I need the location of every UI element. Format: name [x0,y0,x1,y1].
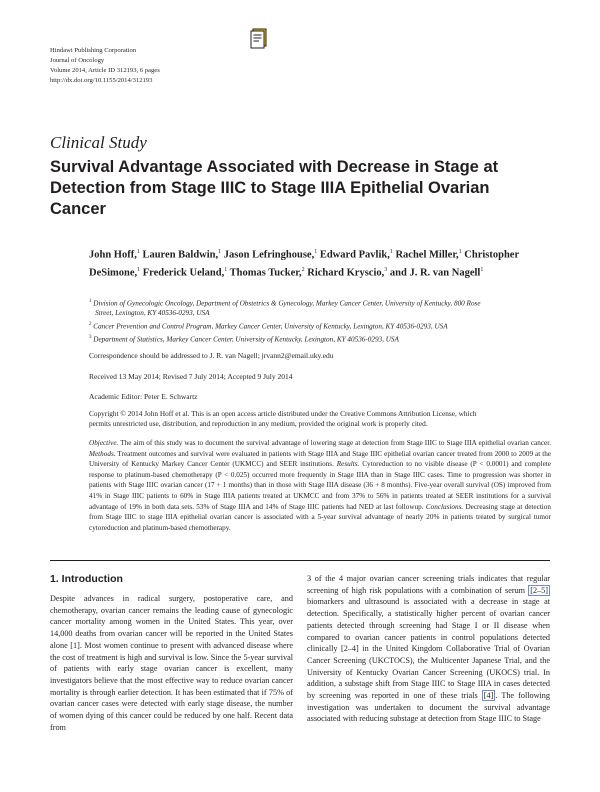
author-name: Frederick Ueland, [142,267,225,278]
section-divider [50,560,550,561]
intro-text: . The following investigation was undertaken to document the survival advantage associated with reducing substage at detection from Stage IIIC to Stage [307,691,550,724]
publisher-name: Hindawi Publishing Corporation [50,47,137,54]
affiliation-marker: 3 [89,335,92,340]
author-affiliation-marker: 1 [218,249,222,255]
section-heading: 1. Introduction [50,573,123,585]
affiliation-3 [89,333,559,344]
affiliation-marker: 1 [89,299,92,304]
intro-left-column: Despite advances in radical surgery, postoperative care, and chemotherapy, ovarian cancer remains the leading cause of gynecologic cancer mortality among women in the United States. This year, over 14,000 deaths from ovarian cancer will be reported in the United States alone [1]. Most women continue to present with advanced disease where the cost of treatment is high and survival is low. Since the 5-year survival of patients with early stage ovarian cancer is excellent, many investigators believe that the most effective way to reduce ovarian cancer mortality is through earlier detection. It has been estimated that if 75% of ovarian cancer cases were detected with early stage disease, the number of women dying of this cancer could be reduced by one half. Recent data from [50,594,293,732]
abstract-conclusions: Decreasing stage at detection from Stage IIIC to stage IIIA epithelial ovarian cancer is associated with a 5-year survival advantage of nearly 20% in patients treated by surgical tumor cytoreduction and platinum-based chemotherapy. [89,502,551,532]
correspondence: Correspondence should be addressed to J. R. van Nagell; jrvann2@email.uky.edu [89,351,334,360]
volume-info: Volume 2014, Article ID 312193, 6 pages [50,67,160,74]
author-affiliation-marker: 1 [480,266,484,273]
affiliation-text-cont: Street, Lexington, KY 40536-0293, USA [95,309,210,318]
article-type: Clinical Study [50,133,147,152]
abstract-objective-label: Objective. [89,439,119,447]
abstract-results: Cytoreduction to no visible disease (P < 0.0001) and complete response to platinum-based chemotherapy (P < 0.025) occurred more frequently in Stage IIIA than in Stage IIIC cases. Time to progression was shorter in patients with Stage IIIC ovarian cancer (17 + 1 months) than in those with Stage IIIA disease (36 + 8 months). Five-year overall survival (OS) improved from 41% in Stage IIIC patients to 60% in Stage IIIA patients treated at UKMCC and from 37% to 56% in patients treated at SEER institutions for a survival advantage of 19% in both data sets. 53% of Stage IIIA and 14% of Stage IIIC patients had NED at last followup. [89,460,551,511]
author-name: Edward Pavlik, [319,249,390,261]
article-dates: Received 13 May 2014; Revised 7 July 2014; Accepted 9 July 2014 [89,372,293,381]
author-name: Christopher DeSimone, [89,249,519,278]
affiliation-text: Cancer Prevention and Control Program, Markey Cancer Center, University of Kentucky, Lexington, KY 40536-0293, USA [93,322,448,331]
author-name: Rachel Miller, [395,249,459,261]
copyright-line-1: Copyright © 2014 John Hoff et al. This is an open access article distributed under the Creative Commons Attribution License, which [89,409,477,418]
article-title: Survival Advantage Associated with Decrease in Stage at Detection from Stage IIIC to Stage IIIA Epithelial Ovarian Cancer [50,158,499,218]
affiliation-marker: 2 [89,322,92,327]
abstract [89,438,551,533]
affiliation-text: Department of Statistics, Markey Cancer Center, University of Kentucky, Lexington, KY 40536-0293, USA [93,335,399,344]
document-logo-icon [248,27,270,49]
citation-link[interactable]: [4] [483,691,494,701]
affiliation-text: Division of Gynecologic Oncology, Department of Obstetrics & Gynecology, Markey Cancer Center, University of Kentucky, 800 Rose [93,299,481,308]
author-affiliation-marker: 3 [384,266,388,273]
author-list [89,245,519,280]
author-affiliation-marker: 2 [301,266,305,273]
journal-name: Journal of Oncology [50,57,105,64]
author-affiliation-marker: 1 [314,249,318,255]
author-affiliation-marker: 1 [458,249,462,255]
affiliation-1 [89,297,559,318]
copyright-line-2: permits unrestricted use, distribution, and reproduction in any medium, provided the original work is properly cited. [89,419,428,428]
affiliation-2 [89,320,559,331]
author-name: and J. R. van Nagell [389,267,481,278]
abstract-results-label: Results. [336,460,360,469]
author-affiliation-marker: 1 [137,266,141,273]
author-name: John Hoff, [89,249,137,261]
journal-header [50,46,160,86]
abstract-methods-label: Methods. [89,449,116,458]
abstract-conclusions-label: Conclusions. [425,502,464,511]
author-name: Richard Kryscio, [307,267,385,278]
abstract-objective: The aim of this study was to document the survival advantage of lowering stage at detection from Stage IIIC to Stage IIIA epithelial ovarian cancer. [118,439,551,447]
author-affiliation-marker: 1 [136,249,140,255]
abstract-methods: Treatment outcomes and survival were evaluated in patients with Stage IIIA and Stage IIIC epithelial ovarian cancer treated from 2000 to 2009 at the University of Kentucky Markey Cancer Center (UKMCC) and SEER institutions. [89,449,551,469]
intro-text: 3 of the 4 major ovarian cancer screening trials indicates that regular screening of high risk populations with a combination of serum [307,574,550,595]
intro-right-column [307,573,550,725]
author-name: Thomas Tucker, [229,267,302,278]
author-affiliation-marker: 1 [224,266,228,273]
author-affiliation-marker: 1 [389,249,393,255]
copyright-notice [89,409,559,429]
author-name: Lauren Baldwin, [142,249,219,261]
doi-link[interactable]: http://dx.doi.org/10.1155/2014/312193 [50,77,153,84]
author-name: Jason Lefringhouse, [223,249,315,261]
citation-link[interactable]: [2–5] [530,585,548,595]
intro-text: biomarkers and ultrasound is associated with a decrease in stage at detection. Specifically, a statistically higher percent of ovarian cancer patients detected through screening had Stage I or II disease when compared to ovarian cancer patients in control populations detected clinically [2–4] in the United Kingdom Collaborative Trial of Ovarian Cancer Screening (UKCTOCS), the Multicenter Japanese Trial, and the University of Kentucky Ovarian Cancer Screening (UKOCS) trial. In addition, a substage shift from Stage IIIC to Stage IIIA in cases detected by screening was reported in one of these trials [307,597,550,701]
academic-editor: Academic Editor: Peter E. Schwartz [89,392,198,401]
